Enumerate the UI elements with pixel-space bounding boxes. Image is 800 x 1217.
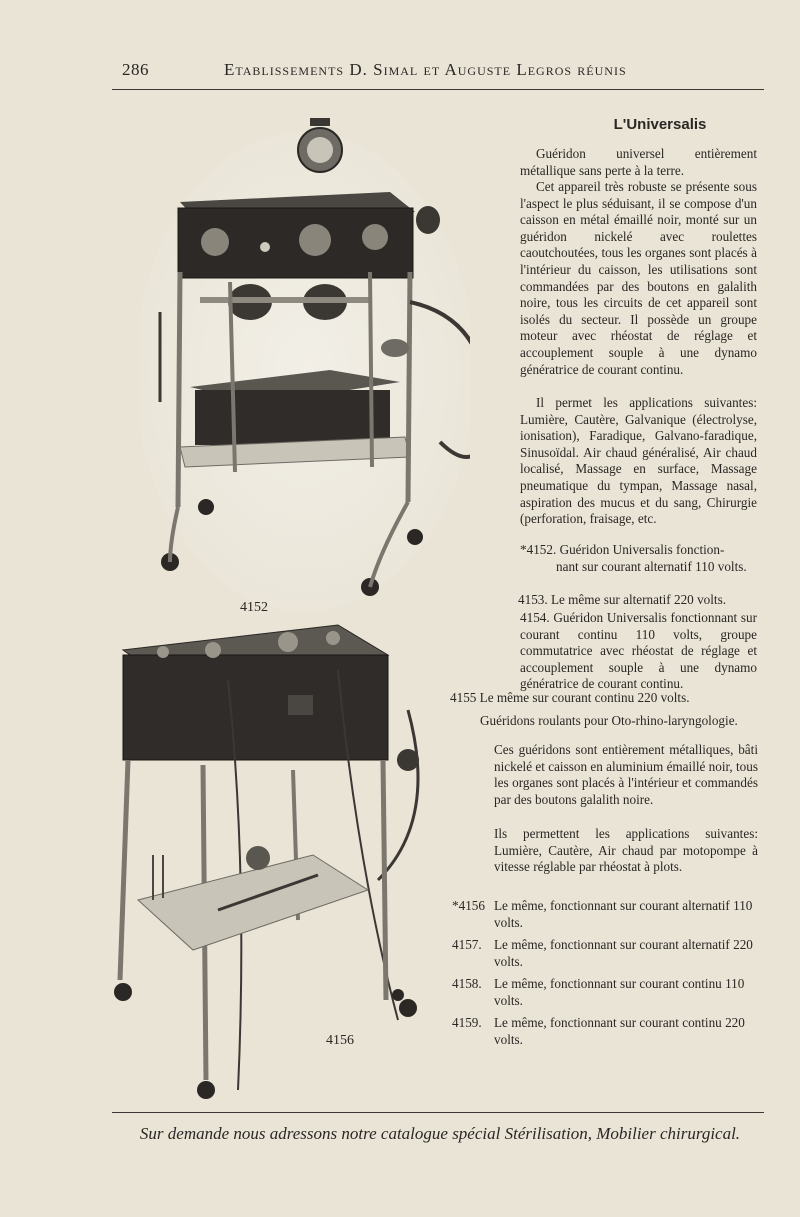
- figure-label-4156: 4156: [326, 1033, 354, 1048]
- item-text: Le même, fonctionnant sur courant alternatif 110 volts.: [494, 898, 753, 930]
- catalog-item-4153: 4153. Le même sur alternatif 220 volts.: [518, 592, 727, 607]
- item-number: 4157.: [452, 937, 482, 952]
- oto-applications: Ils permettent les applications suivantes: Lumière, Cautère, Air chaud par motopompe à vitesse réglable par rhéostat à plots.: [494, 826, 758, 875]
- oto-intro: Guéridons roulants pour Oto-rhino-laryngologie.: [480, 713, 738, 728]
- applications-paragraph: Il permet les applications suivantes: Lumière, Cautère, Galvanique (électrolyse, ionisation), Faradique, Galvano-faradique, Sinusoïdal. Air chaud généralisé, Air chaud localisé, Massage en surface, Massage pneumatique du tympan, Massage nasal, aspiration des mucus et du sang, Chirurgie (perforation, fraisage, etc.: [520, 395, 757, 527]
- catalog-item-4152: [520, 542, 760, 575]
- oto-description: Ces guéridons sont entièrement métalliques, bâti nickelé et caisson en aluminium émaillé noir, tous les organes sont placés à l'intérieur et commandés par des boutons galalith noire.: [494, 742, 758, 807]
- catalog-item-4155: 4155 Le même sur courant continu 220 volts.: [450, 690, 690, 705]
- item-text: Le même, fonctionnant sur courant alternatif 220 volts.: [494, 937, 753, 969]
- catalog-item-4154: 4154. Guéridon Universalis fonctionnant sur courant continu 110 volts, groupe commutatrice avec rhéostat de réglage et accouplement souple à une dynamo génératrice de courant continu.: [520, 610, 757, 692]
- intro-paragraph: Guéridon universel entièrement métallique sans perte à la terre.: [520, 146, 757, 178]
- running-title: Etablissements D. Simal et Auguste Legros réunis: [224, 60, 627, 79]
- item-text: Le même, fonctionnant sur courant continu 110 volts.: [494, 976, 745, 1008]
- item-text-continued: nant sur courant alternatif 110 volts.: [556, 558, 747, 574]
- item-text: Le même, fonctionnant sur courant continu 220 volts.: [494, 1015, 745, 1047]
- footer-note: Sur demande nous adressons notre catalogue spécial Stérilisation, Mobilier chirurgical.: [139, 1124, 741, 1143]
- catalog-item-4158: [452, 976, 760, 1009]
- figure-label-4152: 4152: [240, 600, 268, 615]
- description-paragraph: Cet appareil très robuste se présente sous l'aspect le plus séduisant, il se compose d'un caisson en métal émaillé noir, monté sur un guéridon nickelé avec roulettes caoutchoutées, tous les organes sont placés à l'intérieur du caisson, les utilisations sont commandées par des boutons en galalith noire, tous les circuits de cet appareil sont isolés du secteur. Il possède un groupe moteur avec rhéostat de réglage et accouplement souple à une dynamo génératrice de courant continu.: [520, 179, 757, 377]
- header-rule: [112, 89, 764, 90]
- item-number: *4156: [452, 898, 485, 913]
- catalog-item-4156: [452, 898, 760, 931]
- footer-rule: [112, 1112, 764, 1113]
- item-number: *4152.: [520, 542, 557, 557]
- item-text: Guéridon Universalis fonction-: [559, 542, 725, 557]
- section-title: L'Universalis: [613, 116, 707, 133]
- catalog-item-4159: [452, 1015, 760, 1048]
- page-number: 286: [122, 60, 149, 79]
- item-number: 4159.: [452, 1015, 482, 1030]
- oto-rhino-cart-illustration: [108, 620, 448, 1110]
- universalis-cart-illustration: [140, 112, 470, 612]
- item-number: 4158.: [452, 976, 482, 991]
- catalog-item-4157: [452, 937, 760, 970]
- running-head: [112, 58, 762, 84]
